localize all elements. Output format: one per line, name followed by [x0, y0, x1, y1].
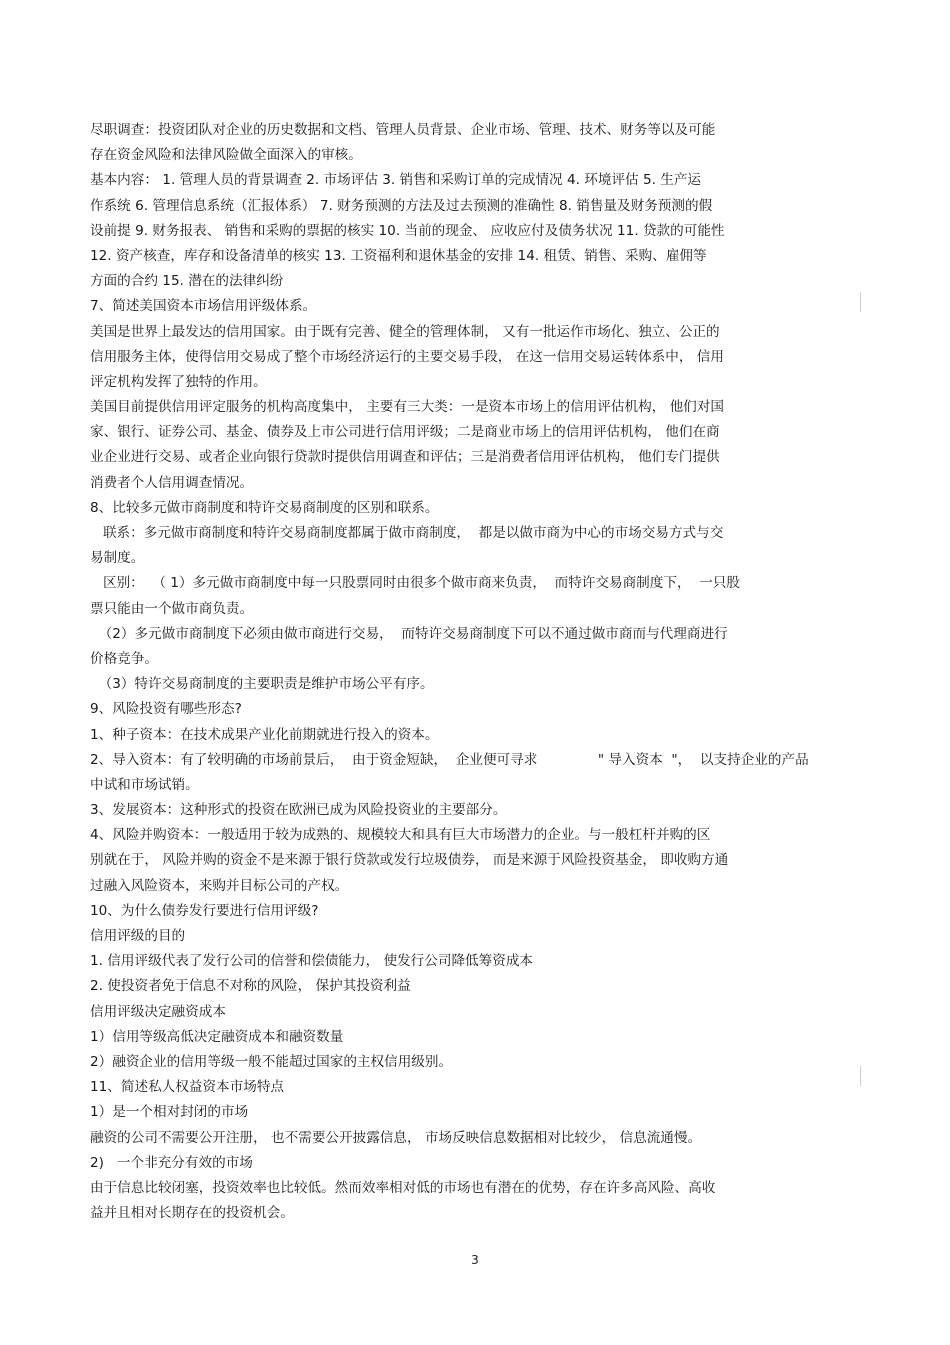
body-line: 由于信息比较闭塞，投资效率也比较低。然而效率相对低的市场也有潜在的优势，存在许多高风险、高收: [90, 1179, 716, 1196]
body-line: 4、风险并购资本：一般适用于较为成熟的、规模较大和具有巨大市场潜力的企业。与一般杠杆并购的区: [90, 827, 711, 844]
body-line: 家、银行、证券公司、基金、债券及上市公司进行信用评级；二是商业市场上的信用评估机构， 他们在商: [90, 424, 720, 441]
body-line: 信用评级决定融资成本: [90, 1003, 226, 1020]
body-line: 信用评级的目的: [90, 928, 186, 944]
section-heading-11: 11、简述私人权益资本市场特点: [90, 1079, 285, 1096]
body-line: 别就在于， 风险并购的资金不是来源于银行贷款或发行垃圾债券， 而是来源于风险投资基金， 即收购方通: [90, 852, 729, 869]
margin-mark: [860, 292, 861, 312]
body-line: 联系：多元做市商制度和特许交易商制度都属于做市商制度， 都是以做市商为中心的市场交易方式与交: [90, 525, 724, 541]
section-heading-10: 10、为什么债券发行要进行信用评级?: [90, 902, 319, 919]
body-line: 美国目前提供信用评定服务的机构高度集中， 主要有三大类：一是资本市场上的信用评估机构， 他们对国: [90, 399, 724, 416]
body-line: 2. 使投资者免于信息不对称的风险， 保护其投资利益: [90, 978, 411, 995]
body-line: 消费者个人信用调查情况。: [90, 474, 254, 491]
body-line: 易制度。: [90, 550, 145, 567]
body-line: 中试和市场试销。: [90, 776, 199, 793]
document-body: [90, 118, 860, 1226]
body-line: 12. 资产核查，库存和设备清单的核实 13. 工资福利和退休基金的安排 14. 租赁、销售、采购、雇佣等: [90, 247, 707, 264]
section-heading-7: 7、简述美国资本市场信用评级体系。: [90, 298, 317, 315]
body-line: 尽职调查：投资团队对企业的历史数据和文档、管理人员背景、企业市场、管理、技术、财务等以及可能: [90, 122, 716, 138]
body-line: 评定机构发挥了独特的作用。: [90, 373, 267, 390]
body-line: 益并且相对长期存在的投资机会。: [90, 1205, 294, 1222]
body-line: 融资的公司不需要公开注册， 也不需要公开披露信息， 市场反映信息数据相对比较少， 信息流通慢。: [90, 1129, 702, 1146]
body-line: 方面的合约 15. 潜在的法律纠纷: [90, 273, 284, 290]
body-line: 过融入风险资本，来购并目标公司的产权。: [90, 877, 349, 894]
body-line: 基本内容： 1. 管理人员的背景调查 2. 市场评估 3. 销售和采购订单的完成情况 4. 环境评估 5. 生产运: [90, 172, 702, 189]
body-line: 业企业进行交易、或者企业向银行贷款时提供信用调查和评估；三是消费者信用评估机构， 他们专门提供: [90, 449, 720, 466]
body-line: 信用服务主体，使得信用交易成了整个市场经济运行的主要交易手段， 在这一信用交易运转体系中， 信用: [90, 348, 724, 365]
body-line: 1. 信用评级代表了发行公司的信誉和偿债能力， 使发行公司降低筹资成本: [90, 953, 534, 970]
body-line: 票只能由一个做市商负责。: [90, 600, 254, 617]
section-heading-9: 9、风险投资有哪些形态?: [90, 701, 242, 718]
body-line: 2）融资企业的信用等级一般不能超过国家的主权信用级别。: [90, 1053, 453, 1070]
body-line: （3）特许交易商制度的主要职责是维护市场公平有序。: [90, 676, 434, 693]
page-number: 3: [471, 1253, 479, 1267]
section-heading-8: 8、比较多元做市商制度和特许交易商制度的区别和联系。: [90, 499, 439, 516]
body-line: 2) 一个非充分有效的市场: [90, 1154, 253, 1171]
margin-mark: [860, 1066, 861, 1086]
body-line: 1）是一个相对封闭的市场: [90, 1104, 249, 1121]
body-line: 设前提 9. 财务报表、 销售和采购的票据的核实 10. 当前的现金、 应收应付及债务状况 11. 贷款的可能性: [90, 222, 725, 239]
body-line: 作系统 6. 管理信息系统（汇报体系） 7. 财务预测的方法及过去预测的准确性 8. 销售量及财务预测的假: [90, 197, 713, 214]
body-line: 美国是世界上最发达的信用国家。由于既有完善、健全的管理体制， 又有一批运作市场化、独立、公正的: [90, 323, 720, 340]
body-line: 价格竞争。: [90, 650, 158, 667]
body-line: （2）多元做市商制度下必须由做市商进行交易， 而特许交易商制度下可以不通过做市商而与代理商进行: [90, 625, 728, 642]
body-line: 区别： （ 1）多元做市商制度中每一只股票同时由很多个做市商来负责， 而特许交易商制度下， 一只股: [90, 575, 740, 592]
body-line: 1、种子资本：在技术成果产业化前期就进行投入的资本。: [90, 726, 439, 743]
body-line: 3、发展资本：这种形式的投资在欧洲已成为风险投资业的主要部分。: [90, 802, 507, 819]
body-line: 存在资金风险和法律风险做全面深入的审核。: [90, 147, 362, 164]
body-line: 2、导入资本：有了较明确的市场前景后， 由于资金短缺， 企业便可寻求 " 导入资本 "， 以支持企业的产品: [90, 751, 809, 768]
body-line: 1）信用等级高低决定融资成本和融资数量: [90, 1028, 344, 1045]
